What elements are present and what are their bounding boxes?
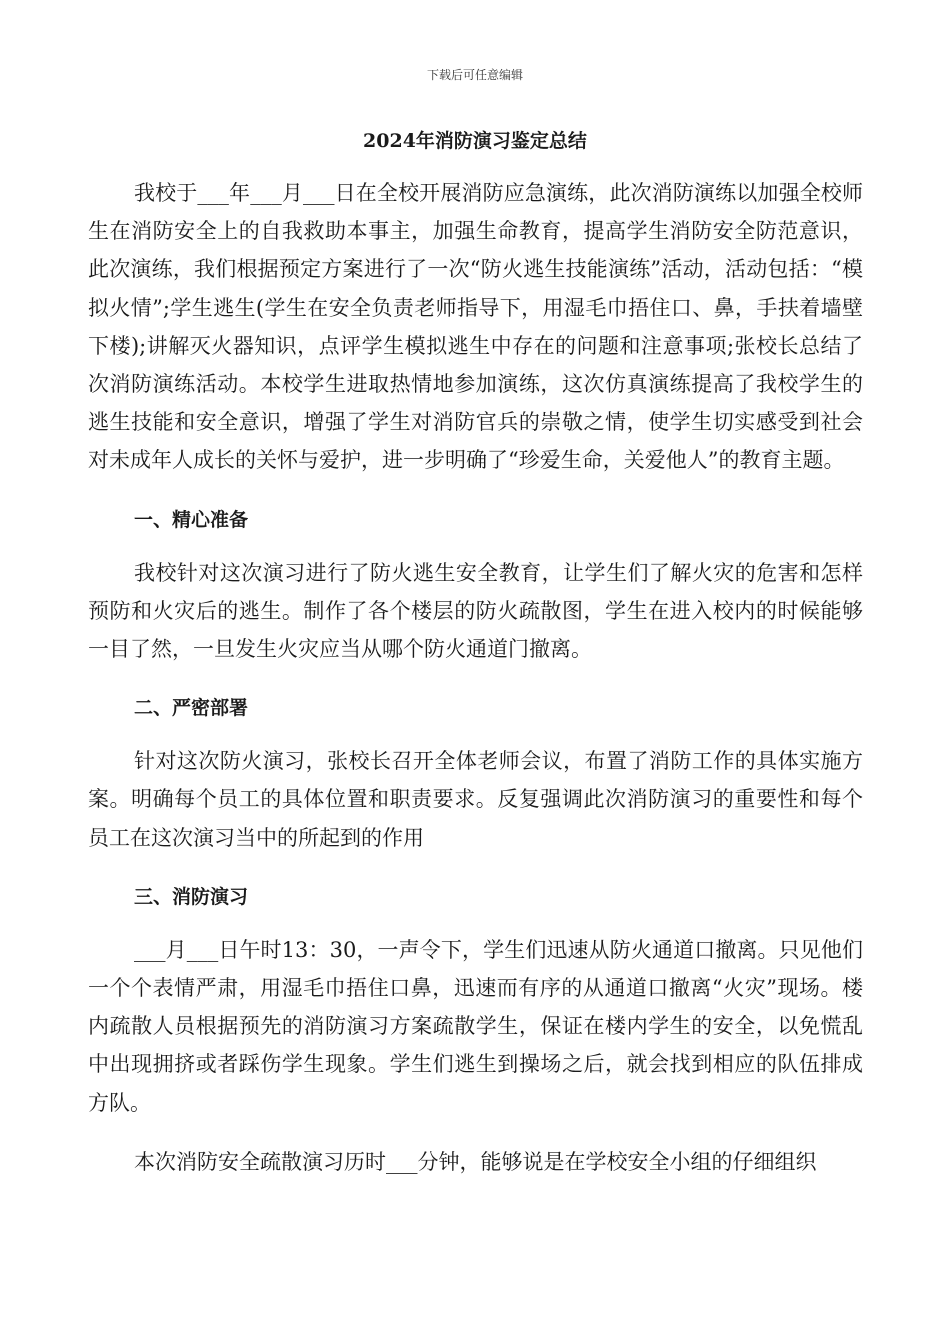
section-heading-deployment: 二、严密部署: [134, 697, 249, 720]
intro-paragraph: 我校于___年___月___日在全校开展消防应急演练，此次消防演练以加强全校师生在消防安全上的自我救助本事主，加强生命教育，提高学生消防安全防范意识，此次演练，我们根据预定方案进行了一次“防火逃生技能演练”活动，活动包括：“模拟火情”;学生逃生(学生在安全负责老师指导下，用湿毛巾捂住口、鼻，手扶着墙壁下楼);讲解灭火器知识，点评学生模拟逃生中存在的问题和注意事项;张校长总结了次消防演练活动。本校学生进取热情地参加演练，这次仿真演练提高了我校学生的逃生技能和安全意识，增强了学生对消防官兵的崇敬之情，使学生切实感受到社会对未成年人成长的关怀与爱护，进一步明确了“珍爱生命，关爱他人”的教育主题。: [88, 181, 863, 473]
section-body-drill: ___月___日午时13：30，一声令下，学生们迅速从防火通道口撤离。只见他们一个个表情严肃，用湿毛巾捂住口鼻，迅速而有序的从通道口撤离“火灾”现场。楼内疏散人员根据预先的消防演习方案疏散学生，保证在楼内学生的安全，以免慌乱中出现拥挤或者踩伤学生现象。学生们逃生到操场之后，就会找到相应的队伍排成方队。: [88, 937, 863, 1115]
section-body-deployment: 针对这次防火演习，张校长召开全体老师会议，布置了消防工作的具体实施方案。明确每个员工的具体位置和职责要求。反复强调此次消防演习的重要性和每个员工在这次演习当中的所起到的作用: [88, 749, 863, 850]
header-note: 下载后可任意编辑: [426, 68, 523, 82]
closing-paragraph: 本次消防安全疏散演习历时___分钟，能够说是在学校安全小组的仔细组织: [134, 1149, 817, 1174]
section-heading-preparation: 一、精心准备: [134, 508, 249, 531]
section-heading-drill: 三、消防演习: [134, 885, 249, 908]
section-body-preparation: 我校针对这次演习进行了防火逃生安全教育，让学生们了解火灾的危害和怎样预防和火灾后的逃生。制作了各个楼层的防火疏散图，学生在进入校内的时候能够一目了然，一旦发生火灾应当从哪个防火通道门撤离。: [88, 560, 863, 662]
document-title: 2024年消防演习鉴定总结: [363, 130, 587, 152]
document-body: [88, 174, 863, 1181]
